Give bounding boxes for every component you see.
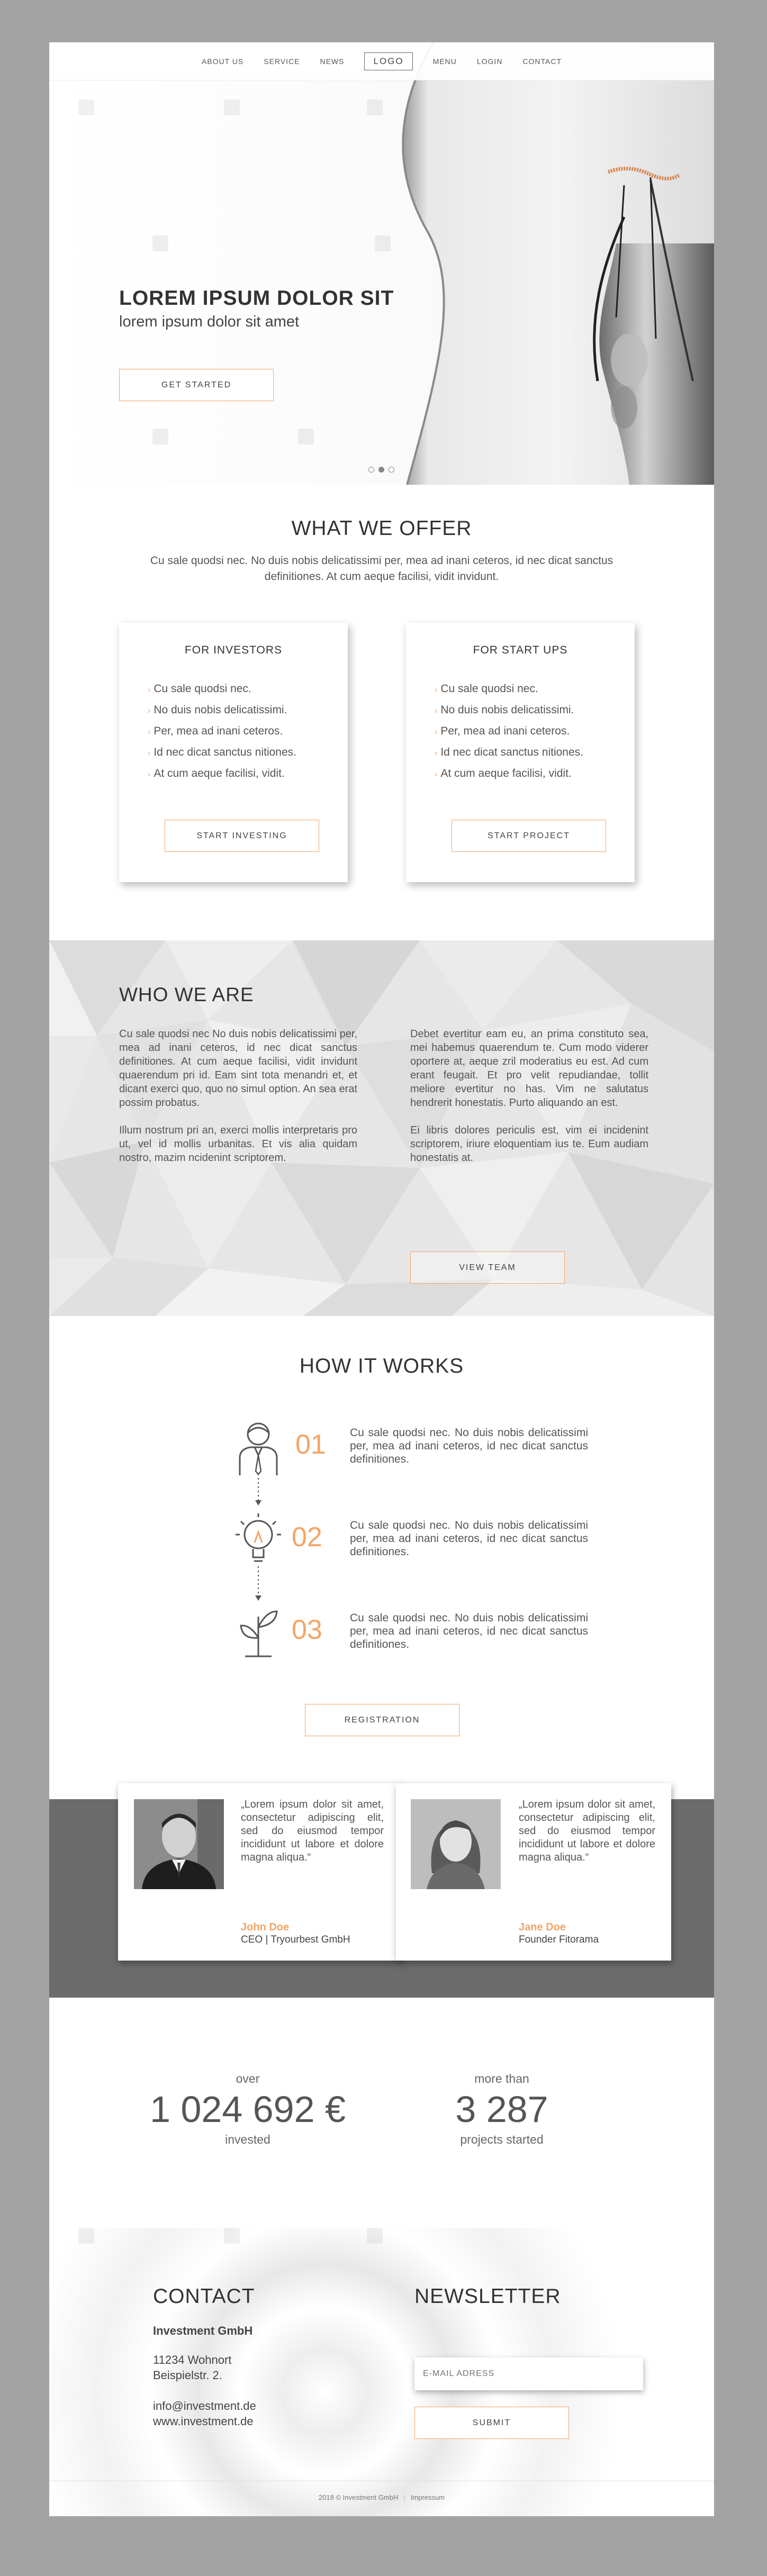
page — [49, 42, 714, 2516]
testimonial-name: Jane Doe — [519, 1921, 566, 1933]
list-item: › Id nec dicat sanctus nitiones. — [148, 746, 296, 758]
chevron-right-icon: › — [148, 770, 151, 779]
footer — [49, 2493, 714, 2501]
contact-web-link[interactable]: www.investment.de — [153, 2415, 254, 2428]
chevron-right-icon: › — [435, 770, 438, 779]
how-step-2 — [49, 1511, 714, 1585]
registration-button[interactable]: REGISTRATION — [305, 1704, 459, 1736]
hero-title: LOREM IPSUM DOLOR SIT — [119, 287, 394, 310]
footer-separator: | — [403, 2493, 405, 2501]
investors-card — [119, 623, 348, 882]
nav-about-us[interactable]: ABOUT US — [201, 57, 244, 66]
contact-street: Beispielstr. 2. — [153, 2369, 222, 2382]
watermark-icon — [367, 2228, 383, 2244]
offer-title: WHAT WE OFFER — [291, 517, 472, 540]
list-item: › Cu sale quodsi nec. — [148, 683, 251, 695]
contact-city: 11234 Wohnort — [153, 2353, 232, 2366]
start-investing-button[interactable]: START INVESTING — [165, 820, 319, 852]
investors-card-title: FOR INVESTORS — [184, 644, 283, 656]
investors-list — [148, 678, 296, 784]
testimonial-card-2 — [396, 1783, 671, 1961]
step-text: Cu sale quodsi nec. No duis nobis delicatissimi per, mea ad inani ceteros, id nec dicat sanctus definitiones. — [350, 1427, 588, 1465]
watermark-icon — [78, 2228, 94, 2244]
businessman-icon — [234, 1418, 282, 1476]
slide-dot-2[interactable] — [378, 467, 384, 473]
watermark-icon — [367, 99, 383, 115]
testimonial-role: CEO | Tryourbest GmbH — [241, 1934, 350, 1945]
stat-pre: over — [236, 2072, 260, 2085]
how-title: HOW IT WORKS — [299, 1355, 464, 1377]
logo[interactable]: LOGO — [364, 52, 412, 70]
list-item: › Id nec dicat sanctus nitiones. — [435, 746, 583, 758]
chevron-right-icon: › — [148, 685, 151, 694]
chevron-right-icon: › — [435, 728, 438, 737]
step-text: Cu sale quodsi nec. No duis nobis delicatissimi per, mea ad inani ceteros, id nec dicat sanctus definitiones. — [350, 1519, 588, 1558]
nav-login[interactable]: LOGIN — [476, 57, 503, 66]
submit-button[interactable]: SUBMIT — [414, 2407, 569, 2439]
chevron-right-icon: › — [435, 706, 438, 715]
step-number: 02 — [292, 1522, 322, 1553]
nav-news[interactable]: NEWS — [320, 57, 345, 66]
watermark-icon — [78, 99, 94, 115]
how-step-1 — [49, 1418, 714, 1492]
startups-card-title: FOR START UPS — [473, 644, 568, 656]
watermark-icon — [224, 2228, 240, 2244]
list-item: › No duis nobis delicatissimi. — [148, 704, 287, 716]
chevron-right-icon: › — [148, 706, 151, 715]
offer-description: Cu sale quodsi nec. No duis nobis delicatissimi per, mea ad inani ceteros, id nec dicat sanctus definitiones. At cum aeque facilisi, vidit invidunt. — [150, 555, 613, 583]
main-nav — [49, 42, 714, 80]
stat-post: projects started — [460, 2133, 544, 2146]
who-section — [49, 940, 714, 1316]
contact-company: Investment GmbH — [153, 2324, 253, 2337]
testimonial-quote: „Lorem ipsum dolor sit amet, consectetur adipiscing elit, sed do eiusmod tempor incididunt ut labore et dolore magna aliqua.“ — [519, 1799, 655, 1863]
who-column-left — [119, 1027, 357, 1178]
list-item: › Cu sale quodsi nec. — [435, 683, 538, 695]
list-item: › At cum aeque facilisi, vidit. — [435, 767, 572, 779]
step-number: 01 — [295, 1429, 326, 1460]
impressum-link[interactable]: Impressum — [410, 2493, 445, 2501]
slide-dot-3[interactable] — [389, 467, 394, 473]
testimonial-quote: „Lorem ipsum dolor sit amet, consectetur adipiscing elit, sed do eiusmod tempor incididunt ut labore et dolore magna aliqua.“ — [241, 1799, 384, 1863]
watermark-icon — [298, 429, 314, 445]
lightbulb-icon — [234, 1511, 282, 1569]
stat-pre: more than — [474, 2072, 529, 2085]
avatar — [134, 1799, 224, 1889]
startups-list — [435, 678, 583, 784]
who-paragraph: Illum nostrum pri an, exerci mollis interpretaris pro ut, vel id mollis urbanitas. Et vis alia quidam nostro, mazim ncidenint scriptorem. — [119, 1124, 357, 1164]
who-column-right — [410, 1027, 648, 1178]
who-title: WHO WE ARE — [119, 984, 254, 1005]
chevron-right-icon: › — [435, 749, 438, 758]
lightbulb-image — [375, 42, 714, 485]
hero-subtitle: lorem ipsum dolor sit amet — [119, 313, 300, 330]
testimonial-role: Founder Fitorama — [519, 1934, 599, 1945]
email-field[interactable] — [414, 2357, 643, 2390]
sprout-icon — [234, 1603, 282, 1662]
watermark-icon — [375, 235, 391, 251]
list-item: › No duis nobis delicatissimi. — [435, 704, 574, 716]
nav-menu[interactable]: MENU — [432, 57, 457, 66]
list-item: › Per, mea ad inani ceteros. — [435, 725, 570, 737]
list-item: › Per, mea ad inani ceteros. — [148, 725, 283, 737]
startups-card — [406, 623, 635, 882]
newsletter-title: NEWSLETTER — [414, 2285, 561, 2308]
watermark-icon — [224, 99, 240, 115]
watermark-icon — [152, 429, 168, 445]
chevron-right-icon: › — [435, 685, 438, 694]
get-started-button[interactable]: GET STARTED — [119, 369, 274, 401]
how-step-3 — [49, 1603, 714, 1677]
avatar — [411, 1799, 501, 1889]
chevron-right-icon: › — [148, 728, 151, 737]
nav-service[interactable]: SERVICE — [264, 57, 300, 66]
stat-projects-value: 3 287 — [455, 2089, 548, 2130]
slider-dots — [368, 467, 394, 473]
who-paragraph: Debet evertitur eam eu, an prima constituto sea, mei habemus quaerendum te. Cum modo viderer oportere at, aeque zril moderatius eu est. Ad cum erant feugait. Et pro velit repudiandae, tollit meliore evertitur no has. Vim ne salutatus hendrerit honestatis. Purto aliquando an est. — [410, 1028, 648, 1109]
step-number: 03 — [292, 1614, 322, 1645]
nav-contact[interactable]: CONTACT — [522, 57, 562, 66]
testimonial-card-1 — [118, 1783, 402, 1961]
stat-post: invested — [225, 2133, 270, 2146]
view-team-button[interactable]: VIEW TEAM — [410, 1251, 565, 1284]
watermark-icon — [152, 235, 168, 251]
list-item: › At cum aeque facilisi, vidit. — [148, 767, 285, 779]
who-paragraph: Ei libris dolores periculis est, vim ei incidenint scriptorem, iriure eloquentiam ius te. Eum audiam honestatis at. — [410, 1124, 648, 1164]
testimonial-name: John Doe — [241, 1921, 290, 1933]
footer-copyright: 2018 © Investment GmbH — [318, 2493, 399, 2501]
who-paragraph: Cu sale quodsi nec No duis nobis delicatissimi per, mea ad inani ceteros, id nec dicat sanctus definitiones. At cum aeque facilisi, vidit invidunt quaerendum pri id. Eam sint tota menandri et, et dicant exerci quo, quo no simul option. An sea erat possim probatus. — [119, 1028, 357, 1109]
slide-dot-1[interactable] — [368, 467, 374, 473]
contact-email-link[interactable]: info@investment.de — [153, 2399, 256, 2412]
start-project-button[interactable]: START PROJECT — [452, 820, 606, 852]
stat-invested-value: 1 024 692 € — [150, 2089, 346, 2130]
step-text: Cu sale quodsi nec. No duis nobis delicatissimi per, mea ad inani ceteros, id nec dicat sanctus definitiones. — [350, 1612, 588, 1650]
chevron-right-icon: › — [148, 749, 151, 758]
contact-title: CONTACT — [153, 2285, 255, 2308]
